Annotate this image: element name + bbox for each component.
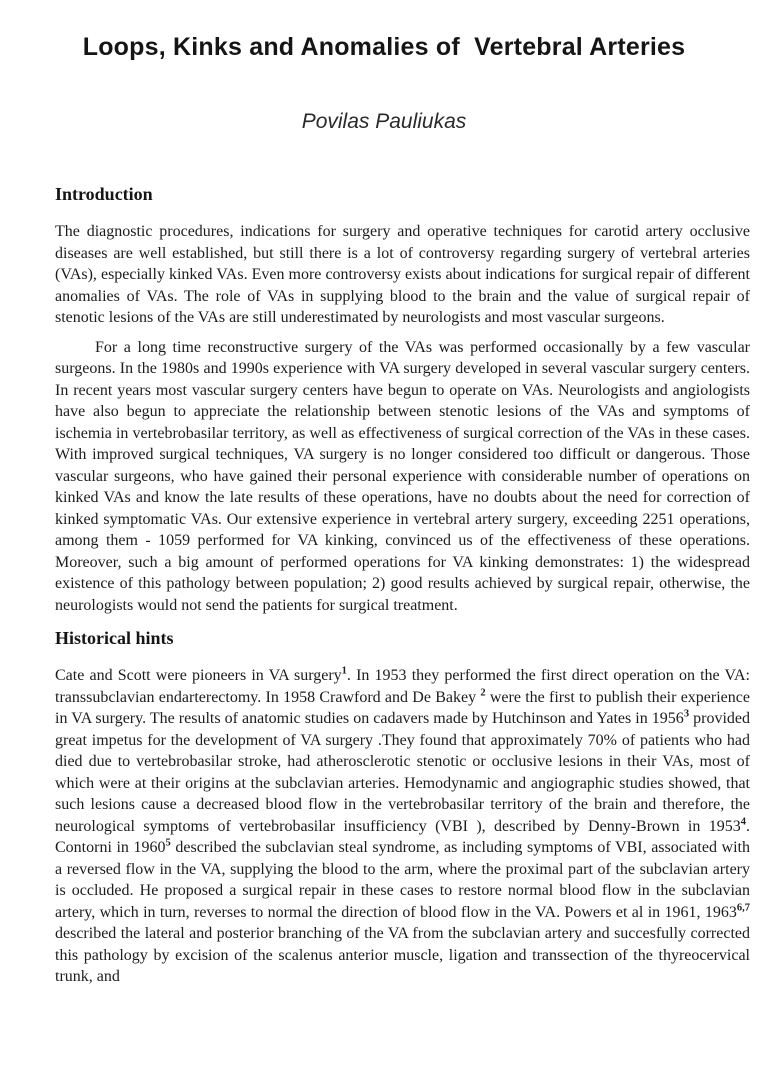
section-introduction (55, 183, 750, 616)
section-historical-hints (55, 627, 750, 988)
reference-superscript: 3 (683, 708, 690, 720)
paragraph: For a long time reconstructive surgery of the VAs was performed occasionally by a few vascular surgeons. In the 1980s and 1990s experience with VA surgery developed in several vascular surgery centers. In recent years most vascular surgery centers have begun to operate on VAs. Neurologists and angiologists have also begun to appreciate the relationship between stenotic lesions of the VAs and symptoms of ischemia in vertebrobasilar territory, as well as effectiveness of surgical correction of the VAs in these cases. With improved surgical techniques, VA surgery is no longer considered too difficult or dangerous. Those vascular surgeons, who have gained their personal experience with considerable number of operations on kinked VAs and know the late results of these operations, have no doubts about the need for correction of kinked symptomatic VAs. Our extensive experience in vertebral artery surgery, exceeding 2251 operations, among them - 1059 performed for VA kinking, convinced us of the effectiveness of these operations. Moreover, such a big amount of performed operations for VA kinking demonstrates: 1) the widespread existence of this pathology between population; 2) good results achieved by surgical repair, otherwise, the neurologists would not send the patients for surgical treatment. (55, 338, 750, 614)
section-paragraphs (55, 221, 750, 616)
paragraph: The diagnostic procedures, indications for surgery and operative techniques for carotid artery occlusive diseases are well established, but still there is a lot of controversy regarding surgery of vertebral arteries (VAs), especially kinked VAs. Even more controversy exists about indications for surgical repair of different anomalies of VAs. The role of VAs in supplying blood to the brain and the value of surgical repair of stenotic lesions of the VAs are still underestimated by neurologists and most vascular surgeons. (55, 223, 750, 326)
section-paragraphs (55, 665, 750, 988)
paragraph: Cate and Scott were pioneers in VA surgery$^1$. In 1953 they performed the first direct operation on the VA: transsubclavian endarterectomy. In 1958 Crawford and De Bakey $^2$ were the first to publish their experience in VA surgery. The results of anatomic studies on cadavers made by Hutchinson and Yates in 1956$^3$ provided great impetus for the development of VA surgery .They found that approximately 70% of patients who had died due to vertebrobasilar stroke, had atherosclerotic stenotic or occlusive lesions in their VAs, most of which were at their origins at the subclavian arteries. Hemodynamic and angiographic studies showed, that such lesions cause a decreased blood flow in the vertebrobasilar territory of the brain and therefore, the neurological symptoms of vertebrobasilar insufficiency (VBI ), described by Denny-Brown in 1953$^4$. Contorni in 1960$^5$ described the subclavian steal syndrome, as including symptoms of VBI, associated with a reversed flow in the VA, supplying the blood to the arm, where the proximal part of the subclavian artery is occluded. He proposed a surgical repair in these cases to restore normal blood flow in the subclavian artery, which in turn, reverses to normal the direction of blood flow in the VA. Powers et al in 1961, 1963$^{6,7}$ described the lateral and posterior branching of the VA from the subclavian artery and succesfully corrected this pathology by excision of the scalenus anterior muscle, ligation and transsection of the thyreocervical trunk, and (55, 665, 750, 985)
section-heading: Introduction (55, 184, 153, 204)
document-title: Loops, Kinks and Anomalies of Vertebral Arteries (82, 33, 686, 61)
reference-superscript: 4 (740, 816, 746, 828)
document-author: Povilas Pauliukas (301, 110, 467, 133)
reference-superscript: 5 (165, 837, 171, 849)
document-body (55, 183, 750, 988)
reference-superscript: 1 (341, 665, 347, 677)
reference-superscript: 2 (480, 687, 486, 699)
section-heading: Historical hints (55, 628, 174, 648)
reference-superscript: 6,7 (736, 902, 750, 914)
